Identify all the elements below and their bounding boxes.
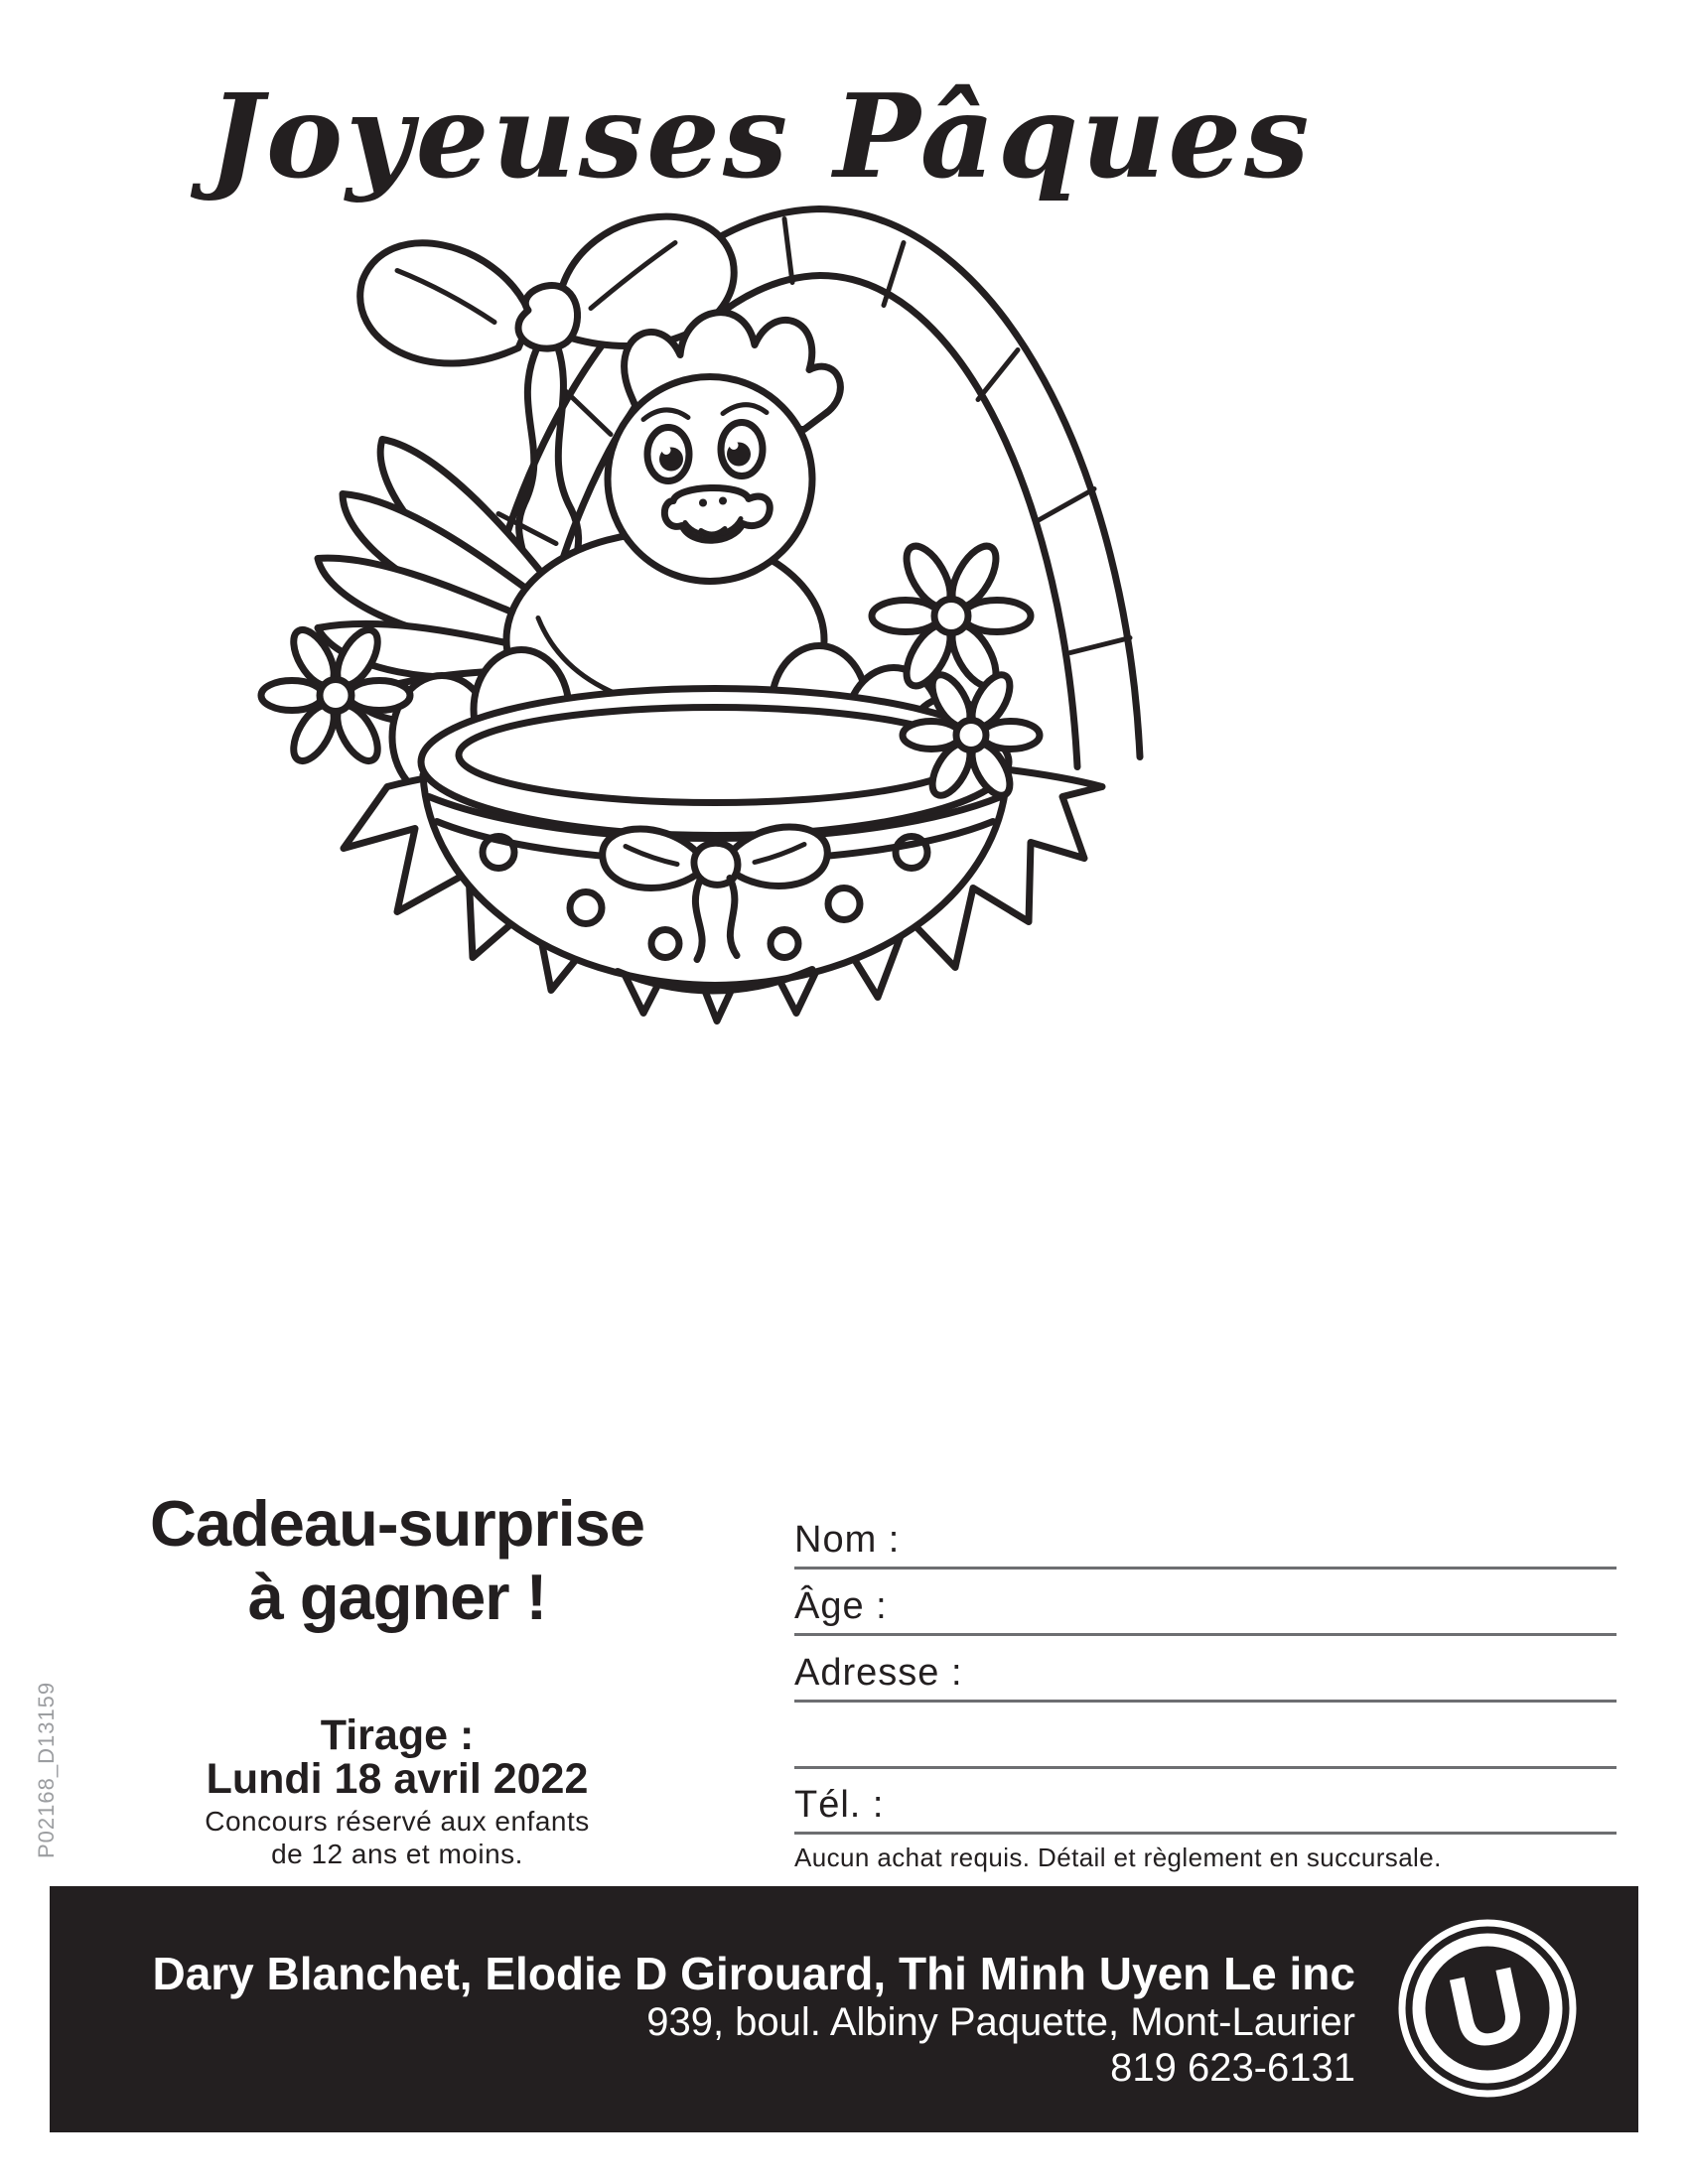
logo-letter: U xyxy=(1439,1945,1537,2074)
address-field-line[interactable] xyxy=(794,1700,1617,1703)
store-address: 939, boul. Albiny Paquette, Mont-Laurier xyxy=(646,2000,1355,2044)
eligibility-line1: Concours réservé aux enfants xyxy=(205,1806,590,1837)
chick-head xyxy=(608,313,840,582)
draw-label: Tirage : xyxy=(320,1711,475,1759)
coloring-drawing-svg xyxy=(248,149,1172,1057)
page-title: Joyeuses Pâques xyxy=(209,69,1313,205)
store-name: Dary Blanchet, Elodie D Girouard, Thi Minh Uyen Le inc xyxy=(152,1948,1355,1999)
store-phone: 819 623-6131 xyxy=(1110,2046,1355,2090)
contest-disclaimer: Aucun achat requis. Détail et règlement en succursale. xyxy=(794,1843,1442,1872)
prize-headline-line2: à gagner ! xyxy=(247,1561,547,1633)
store-info xyxy=(152,1948,1355,2091)
easter-basket-chick-illustration xyxy=(248,149,1172,1057)
name-field-line[interactable] xyxy=(794,1567,1617,1570)
footer-bar xyxy=(50,1886,1638,2132)
draw-date: Lundi 18 avril 2022 xyxy=(206,1755,589,1803)
age-field-label: Âge : xyxy=(794,1585,888,1627)
prize-headline-line1: Cadeau-surprise xyxy=(150,1487,644,1560)
address-field-line-2[interactable] xyxy=(794,1766,1617,1769)
eligibility-note xyxy=(94,1805,700,1870)
name-field-label: Nom : xyxy=(794,1519,901,1561)
eligibility-line2: de 12 ans et moins. xyxy=(271,1839,523,1869)
print-code: P02168_D13159 xyxy=(34,1681,59,1858)
uniprix-logo-icon xyxy=(1393,1914,1582,2103)
prize-headline xyxy=(94,1487,700,1634)
phone-field-line[interactable] xyxy=(794,1832,1617,1835)
address-field-label: Adresse : xyxy=(794,1652,963,1694)
age-field-line[interactable] xyxy=(794,1633,1617,1636)
phone-field-label: Tél. : xyxy=(794,1784,885,1826)
